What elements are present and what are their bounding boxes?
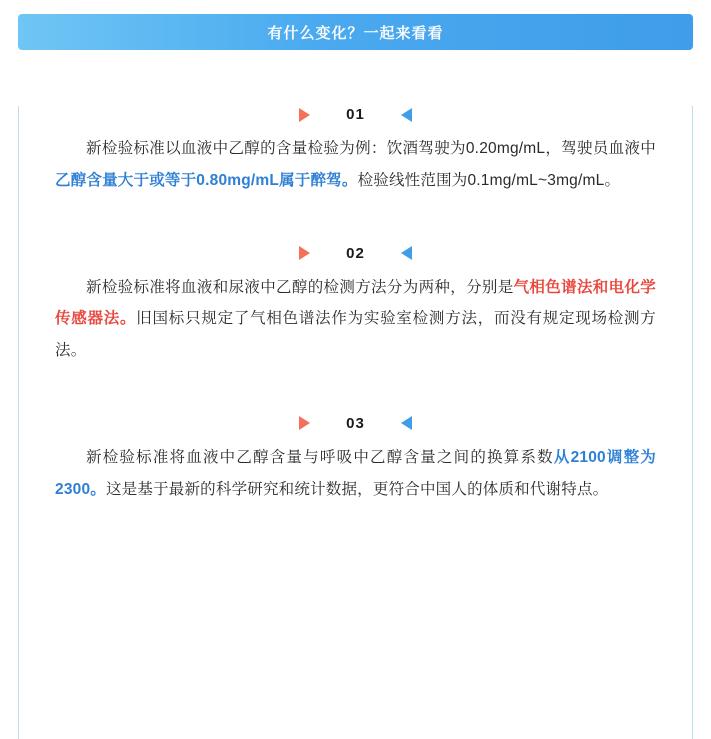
- header-banner: [18, 14, 693, 50]
- content-frame: [18, 106, 693, 739]
- section-marker-03: [33, 415, 678, 432]
- text-run: 旧国标只规定了气相色谱法作为实验室检测方法，而没有规定现场检测方法。: [55, 310, 656, 360]
- section-paragraph-01: [33, 133, 678, 197]
- triangle-right-icon: [299, 416, 310, 430]
- section-number-02: 02: [346, 244, 365, 262]
- section-marker-01: [33, 106, 678, 123]
- text-run: 新检验标准将血液中乙醇含量与呼吸中乙醇含量之间的换算系数: [86, 448, 554, 466]
- triangle-left-icon: [401, 108, 412, 122]
- triangle-right-icon: [299, 246, 310, 260]
- text-run-highlight: 气相色谱法和电化学传感器法。: [55, 278, 656, 328]
- triangle-left-icon: [401, 246, 412, 260]
- bottom-spacer: [33, 505, 678, 545]
- section-number-01: 01: [346, 106, 365, 123]
- header-area: [0, 0, 711, 50]
- section-number-03: 03: [346, 414, 365, 432]
- section-paragraph-03: [33, 442, 678, 506]
- section-marker-02: [33, 245, 678, 262]
- text-run: 新检验标准以血液中乙醇的含量检验为例：饮酒驾驶为0.20mg/mL，驾驶员血液中: [86, 140, 656, 157]
- section-paragraph-02: [33, 272, 678, 367]
- text-run-highlight: 乙醇含量大于或等于0.80mg/mL属于醉驾。: [55, 171, 358, 189]
- text-run: 检验线性范围为0.1mg/mL~3mg/mL。: [357, 171, 621, 189]
- text-run-highlight: 从2100调整为2300。: [55, 448, 656, 498]
- triangle-right-icon: [299, 108, 310, 122]
- text-run: 新检验标准将血液和尿液中乙醇的检测方法分为两种，分别是: [86, 278, 514, 296]
- content-inner: [19, 106, 692, 545]
- triangle-left-icon: [401, 416, 412, 430]
- text-run: 这是基于最新的科学研究和统计数据，更符合中国人的体质和代谢特点。: [105, 480, 609, 498]
- header-title: 有什么变化？一起来看看: [267, 24, 444, 42]
